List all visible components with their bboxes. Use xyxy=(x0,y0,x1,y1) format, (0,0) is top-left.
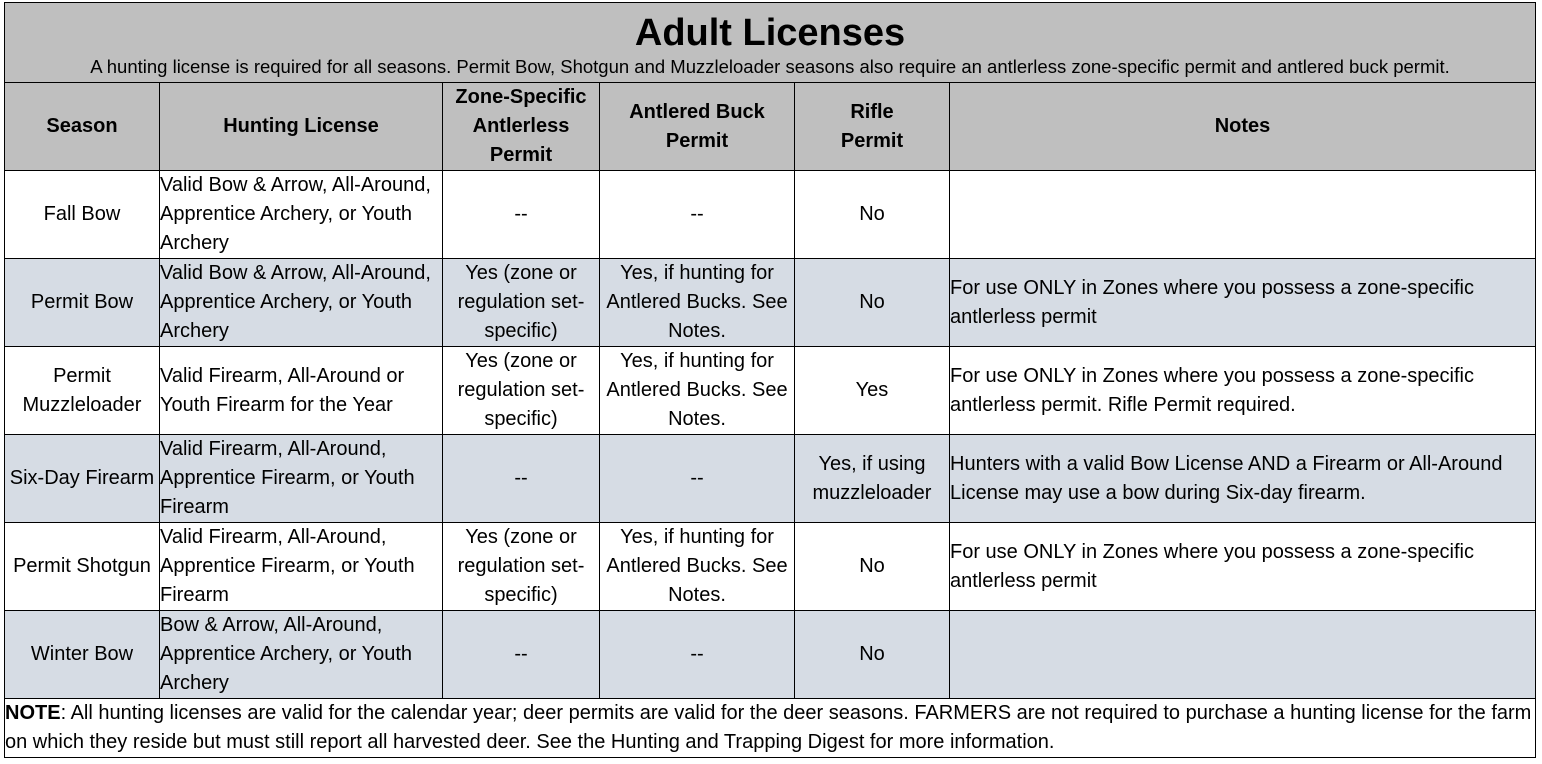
header-antlered-buck-permit: Antlered Buck Permit xyxy=(600,83,795,171)
season-cell: Permit Shotgun xyxy=(5,523,160,611)
footnote-cell xyxy=(5,699,1536,758)
table-row xyxy=(5,435,1536,523)
footnote-text: : All hunting licenses are valid for the calendar year; deer permits are valid for the deer seasons. FARMERS are not required to purchase a hunting license for the farm on which they reside but must still report all harvested deer. See the Hunting and Trapping Digest for more information. xyxy=(5,702,1532,753)
buck-cell: Yes, if hunting for Antlered Bucks. See Notes. xyxy=(600,347,795,435)
rifle-cell: No xyxy=(795,259,950,347)
season-cell: Winter Bow xyxy=(5,611,160,699)
buck-cell: -- xyxy=(600,435,795,523)
adult-licenses-table-container xyxy=(4,2,1535,760)
notes-cell: Hunters with a valid Bow License AND a Firearm or All-Around License may use a bow during Six-day firearm. xyxy=(950,435,1536,523)
rifle-cell: Yes xyxy=(795,347,950,435)
table-row xyxy=(5,611,1536,699)
antlerless-cell: Yes (zone or regulation set-specific) xyxy=(443,259,600,347)
notes-cell xyxy=(950,611,1536,699)
buck-cell: Yes, if hunting for Antlered Bucks. See Notes. xyxy=(600,259,795,347)
table-subtitle: A hunting license is required for all seasons. Permit Bow, Shotgun and Muzzleloader seasons also require an antlerless zone-specific permit and antlered buck permit. xyxy=(90,56,1450,77)
season-cell: Permit Bow xyxy=(5,259,160,347)
notes-cell: For use ONLY in Zones where you possess a zone-specific antlerless permit xyxy=(950,523,1536,611)
adult-licenses-table xyxy=(4,2,1536,758)
notes-cell: For use ONLY in Zones where you possess a zone-specific antlerless permit. Rifle Permit required. xyxy=(950,347,1536,435)
header-season: Season xyxy=(5,83,160,171)
notes-cell: For use ONLY in Zones where you possess a zone-specific antlerless permit xyxy=(950,259,1536,347)
antlerless-cell: -- xyxy=(443,171,600,259)
footnote-label: NOTE xyxy=(5,702,61,724)
header-zone-specific-antlerless-permit: Zone-Specific Antlerless Permit xyxy=(443,83,600,171)
license-cell: Valid Firearm, All-Around or Youth Firearm for the Year xyxy=(160,347,443,435)
license-cell: Valid Firearm, All-Around, Apprentice Firearm, or Youth Firearm xyxy=(160,435,443,523)
buck-cell: -- xyxy=(600,171,795,259)
table-row xyxy=(5,523,1536,611)
license-cell: Bow & Arrow, All-Around, Apprentice Archery, or Youth Archery xyxy=(160,611,443,699)
license-cell: Valid Firearm, All-Around, Apprentice Firearm, or Youth Firearm xyxy=(160,523,443,611)
header-notes: Notes xyxy=(950,83,1536,171)
antlerless-cell: -- xyxy=(443,611,600,699)
title-cell xyxy=(5,3,1536,83)
buck-cell: -- xyxy=(600,611,795,699)
license-cell: Valid Bow & Arrow, All-Around, Apprentice Archery, or Youth Archery xyxy=(160,259,443,347)
header-hunting-license: Hunting License xyxy=(160,83,443,171)
header-row xyxy=(5,83,1536,171)
rifle-cell: No xyxy=(795,171,950,259)
table-title: Adult Licenses xyxy=(634,12,906,54)
table-row xyxy=(5,347,1536,435)
rifle-cell: No xyxy=(795,523,950,611)
rifle-cell: Yes, if using muzzleloader xyxy=(795,435,950,523)
license-cell: Valid Bow & Arrow, All-Around, Apprentice Archery, or Youth Archery xyxy=(160,171,443,259)
antlerless-cell: -- xyxy=(443,435,600,523)
title-row xyxy=(5,3,1536,83)
table-row xyxy=(5,259,1536,347)
footnote-row xyxy=(5,699,1536,758)
buck-cell: Yes, if hunting for Antlered Bucks. See Notes. xyxy=(600,523,795,611)
notes-cell xyxy=(950,171,1536,259)
header-rifle-permit: Rifle Permit xyxy=(795,83,950,171)
season-cell: Six-Day Firearm xyxy=(5,435,160,523)
season-cell: Fall Bow xyxy=(5,171,160,259)
antlerless-cell: Yes (zone or regulation set-specific) xyxy=(443,523,600,611)
antlerless-cell: Yes (zone or regulation set-specific) xyxy=(443,347,600,435)
season-cell: Permit Muzzleloader xyxy=(5,347,160,435)
rifle-cell: No xyxy=(795,611,950,699)
table-row xyxy=(5,171,1536,259)
